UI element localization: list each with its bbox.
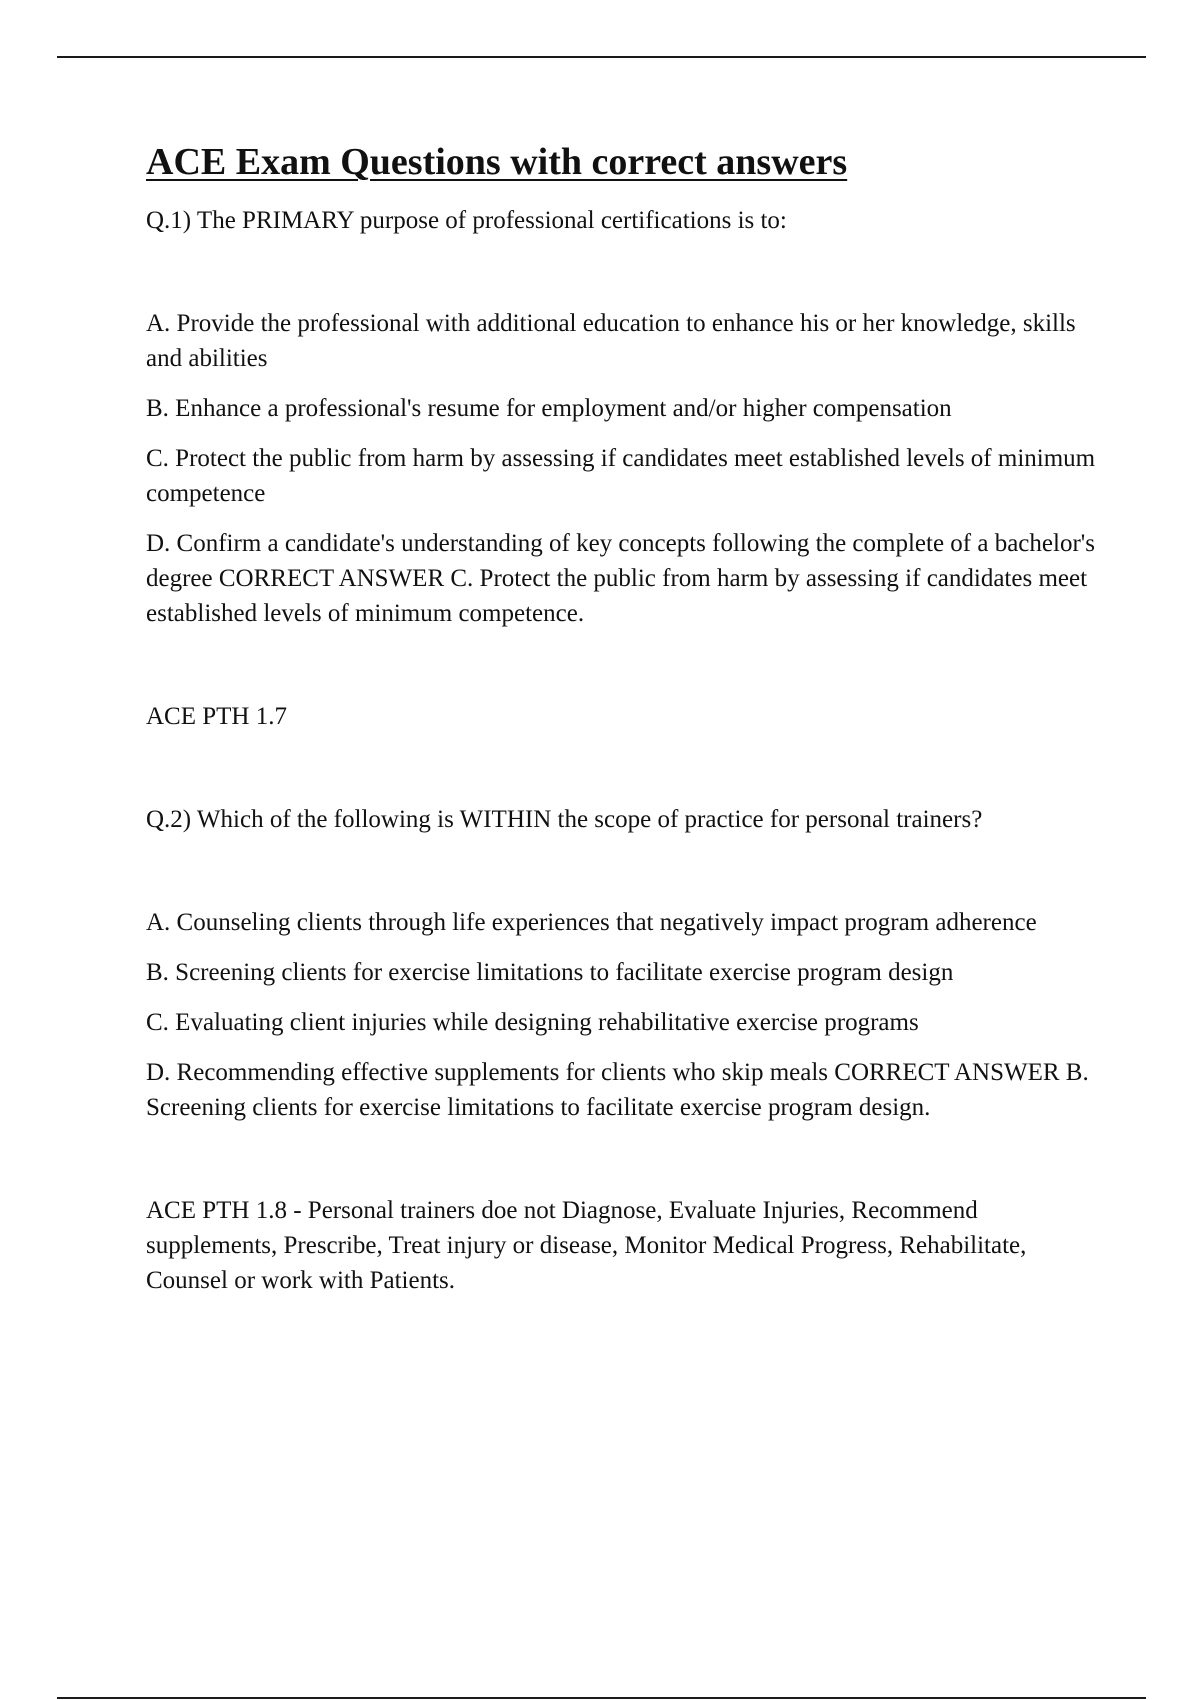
question-1-prompt: Q.1) The PRIMARY purpose of professional certifications is to: (146, 206, 787, 234)
bottom-rule (57, 1697, 1146, 1699)
question-2-option-d: D. Recommending effective supplements for clients who skip meals CORRECT ANSWER B. Screening clients for exercise limitations to facilitate exercise program design. (146, 1058, 1089, 1121)
document-body (146, 140, 1096, 1298)
question-2-reference: ACE PTH 1.8 - Personal trainers doe not Diagnose, Evaluate Injuries, Recommend supplements, Prescribe, Treat injury or disease, Monitor Medical Progress, Rehabilitate, Counsel or work with Patients. (146, 1196, 1027, 1294)
question-1-option-d: D. Confirm a candidate's understanding of key concepts following the complete of a bachelor's degree CORRECT ANSWER C. Protect the public from harm by assessing if candidates meet established levels of minimum competence. (146, 529, 1095, 627)
question-2-option-c: C. Evaluating client injuries while designing rehabilitative exercise programs (146, 1008, 919, 1036)
document-title: ACE Exam Questions with correct answers (146, 141, 848, 183)
question-2-prompt: Q.2) Which of the following is WITHIN the scope of practice for personal trainers? (146, 805, 983, 833)
question-1-option-a: A. Provide the professional with additional education to enhance his or her knowledge, skills and abilities (146, 309, 1076, 372)
question-2-option-b: B. Screening clients for exercise limitations to facilitate exercise program design (146, 958, 954, 986)
question-1-option-b: B. Enhance a professional's resume for employment and/or higher compensation (146, 394, 952, 422)
question-1 (146, 203, 1096, 734)
question-2-option-a: A. Counseling clients through life experiences that negatively impact program adherence (146, 908, 1037, 936)
question-2 (146, 802, 1096, 1298)
top-rule (57, 56, 1146, 58)
question-1-option-c: C. Protect the public from harm by assessing if candidates meet established levels of minimum competence (146, 444, 1096, 507)
question-1-reference: ACE PTH 1.7 (146, 702, 287, 730)
